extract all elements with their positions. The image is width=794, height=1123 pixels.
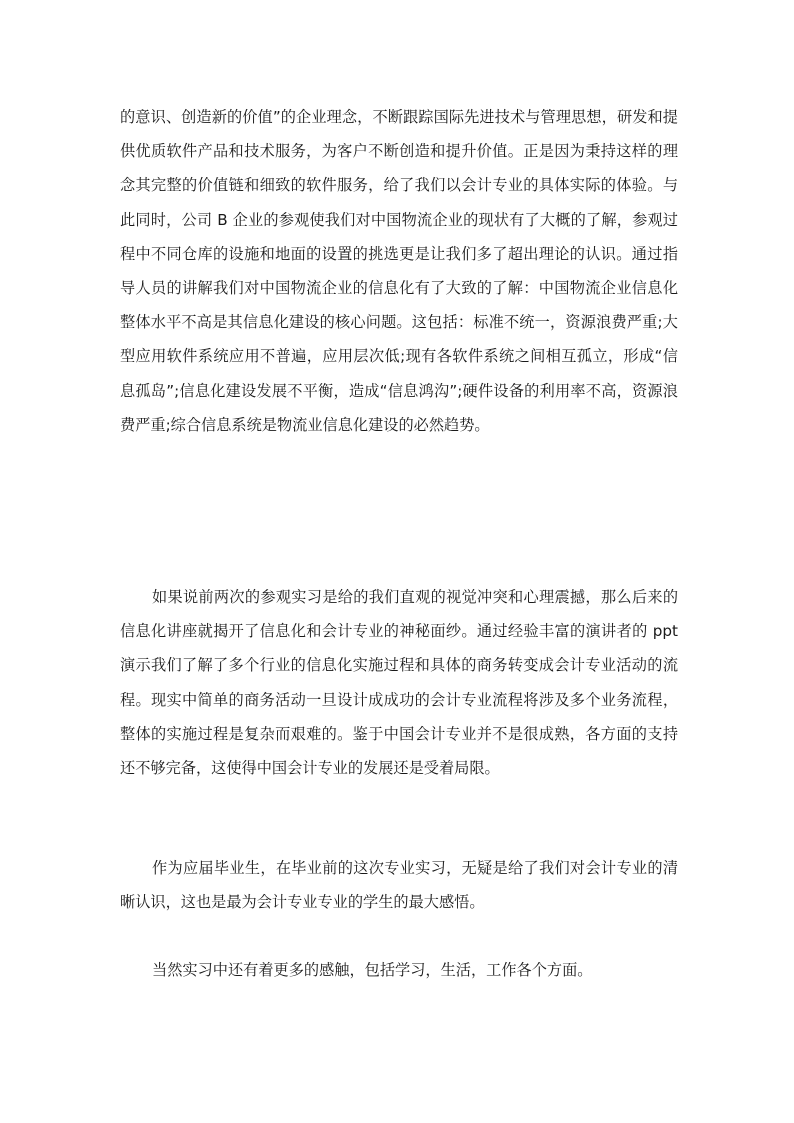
paragraph-lecture: 如果说前两次的参观实习是给的我们直观的视觉冲突和心理震撼，那么后来的信息化讲座就揭开了信息化和会计专业的神秘面纱。通过经验丰富的演讲者的 ppt 演示我们了解了多个行业的信息化实施过程和具体的商务转变成会计专业活动的流程。现实中简单的商务活动一旦设计成成功的会计专业流程将涉及多个业务流程，整体的实施过程是复杂而艰难的。鉴于中国会计专业并不是很成熟，各方面的支持还不够完备，这使得中国会计专业的发展还是受着局限。 bbox=[120, 588, 678, 778]
paragraph-continuation: 的意识、创造新的价值”的企业理念，不断跟踪国际先进技术与管理思想，研发和提供优质软件产品和技术服务，为客户不断创造和提升价值。正是因为秉持这样的理念其完整的价值链和细致的软件服务，给了我们以会计专业的具体实际的体验。与此同时，公司 B 企业的参观使我们对中国物流企业的现状有了大概的了解，参观过程中不同仓库的设施和地面的设置的挑选更是让我们多了超出理论的认识。通过指导人员的讲解我们对中国物流企业的信息化有了大致的了解：中国物流企业信息化整体水平不高是其信息化建设的核心问题。这包括：标准不统一，资源浪费严重;大型应用软件系统应用不普遍，应用层次低;现有各软件系统之间相互孤立，形成“信息孤岛”;信息化建设发展不平衡，造成“信息鸿沟”;硬件设备的利用率不高，资源浪费严重;综合信息系统是物流业信息化建设的必然趋势。 bbox=[120, 108, 678, 434]
paragraph-closing: 当然实习中还有着更多的感触，包括学习，生活，工作各个方面。 bbox=[152, 961, 593, 979]
paragraph-graduate: 作为应届毕业生，在毕业前的这次专业实习，无疑是给了我们对会计专业的清晰认识，这也是最为会计专业专业的学生的最大感悟。 bbox=[120, 859, 678, 912]
